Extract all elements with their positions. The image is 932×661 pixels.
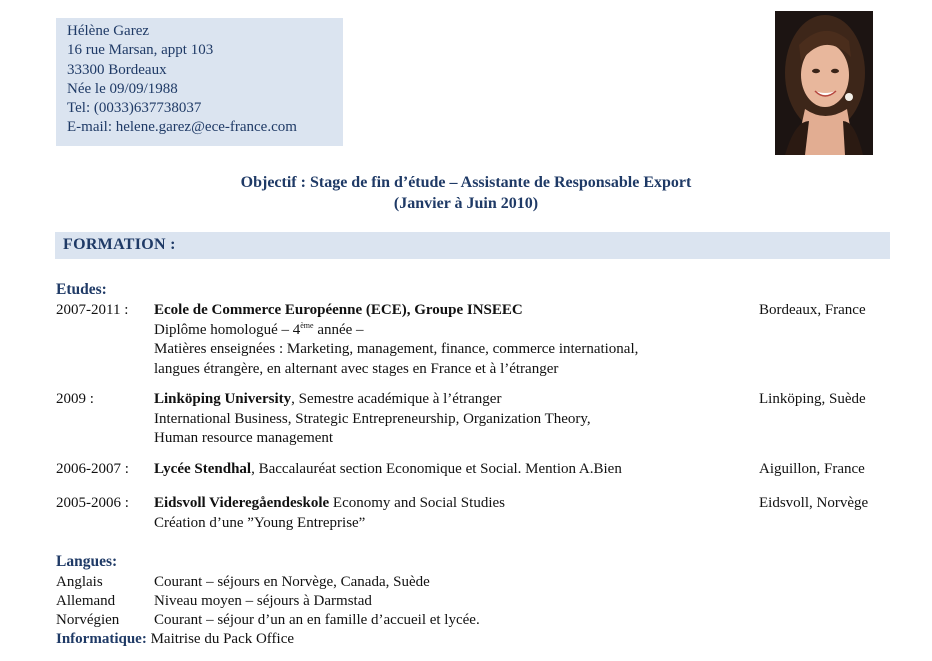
entry-description [154, 301, 638, 379]
entry-subjects: Matières enseignées : Marketing, management, finance, commerce international, [154, 341, 639, 357]
informatique-value: Maitrise du Pack Office [146, 631, 295, 647]
entry-description [154, 460, 622, 480]
contact-email: E-mail: helene.garez@ece-france.com [67, 119, 297, 136]
contact-address: 16 rue Marsan, appt 103 [67, 42, 214, 59]
contact-block [56, 18, 343, 146]
entry-school: Lycée Stendhal [154, 461, 252, 477]
objective [0, 172, 932, 214]
entry-years: 2007-2011 : [56, 302, 129, 318]
formation-heading: FORMATION : [63, 236, 176, 253]
entry-subjects-cont: Human resource management [154, 430, 334, 446]
language-level: Courant – séjour d’un an en famille d’accueil et lycée. [154, 612, 480, 628]
profile-photo [775, 11, 873, 155]
entry-diploma-end: année – [313, 321, 364, 338]
language-name: Anglais [56, 574, 103, 590]
entry-diploma: Diplôme homologué – 4 [154, 321, 301, 338]
contact-name: Hélène Garez [67, 23, 150, 39]
entry-years: 2009 : [56, 391, 94, 407]
objective-dates: (Janvier à Juin 2010) [393, 195, 539, 212]
contact-city: 33300 Bordeaux [67, 61, 167, 78]
entry-project: Création d’une ”Young Entreprise” [154, 514, 366, 531]
entry-location: Aiguillon, France [759, 461, 865, 477]
entry-location: Bordeaux, France [759, 302, 866, 318]
entry-school: Ecole de Commerce Européenne (ECE), Groupe INSEEC [154, 302, 523, 318]
entry-school-suffix: , Baccalauréat section Economique et Social. Mention A.Bien [251, 461, 622, 477]
entry-school-suffix: Economy and Social Studies [329, 495, 505, 511]
entry-diploma-sup: ème [300, 320, 314, 330]
studies-label: Etudes: [56, 281, 107, 298]
entry-description [154, 390, 591, 449]
contact-phone: Tel: (0033)637738037 [67, 100, 202, 117]
informatique-label: Informatique: [56, 631, 147, 647]
entry-location: Linköping, Suède [759, 391, 866, 407]
language-level: Niveau moyen – séjours à Darmstad [154, 593, 372, 609]
entry-school: Eidsvoll Videregåendeskole [154, 495, 330, 511]
language-name: Norvégien [56, 612, 120, 628]
entry-school: Linköping University [154, 391, 292, 407]
entry-years: 2006-2007 : [56, 461, 129, 477]
entry-subjects-cont: langues étrangère, en alternant avec stages en France et à l’étranger [154, 360, 559, 377]
language-level: Courant – séjours en Norvège, Canada, Suède [154, 574, 430, 590]
entry-description [154, 494, 505, 533]
entry-years: 2005-2006 : [56, 495, 129, 511]
informatique-row [56, 631, 294, 648]
formation-section-bar [55, 232, 890, 259]
entry-subjects: International Business, Strategic Entrepreneurship, Organization Theory, [154, 410, 591, 427]
contact-birth: Née le 09/09/1988 [67, 80, 178, 97]
objective-title: Objectif : Stage de fin d’étude – Assistante de Responsable Export [240, 174, 692, 191]
entry-school-suffix: , Semestre académique à l’étranger [291, 391, 502, 407]
entry-location: Eidsvoll, Norvège [759, 495, 869, 511]
language-name: Allemand [56, 593, 116, 609]
languages-label: Langues: [56, 553, 118, 570]
